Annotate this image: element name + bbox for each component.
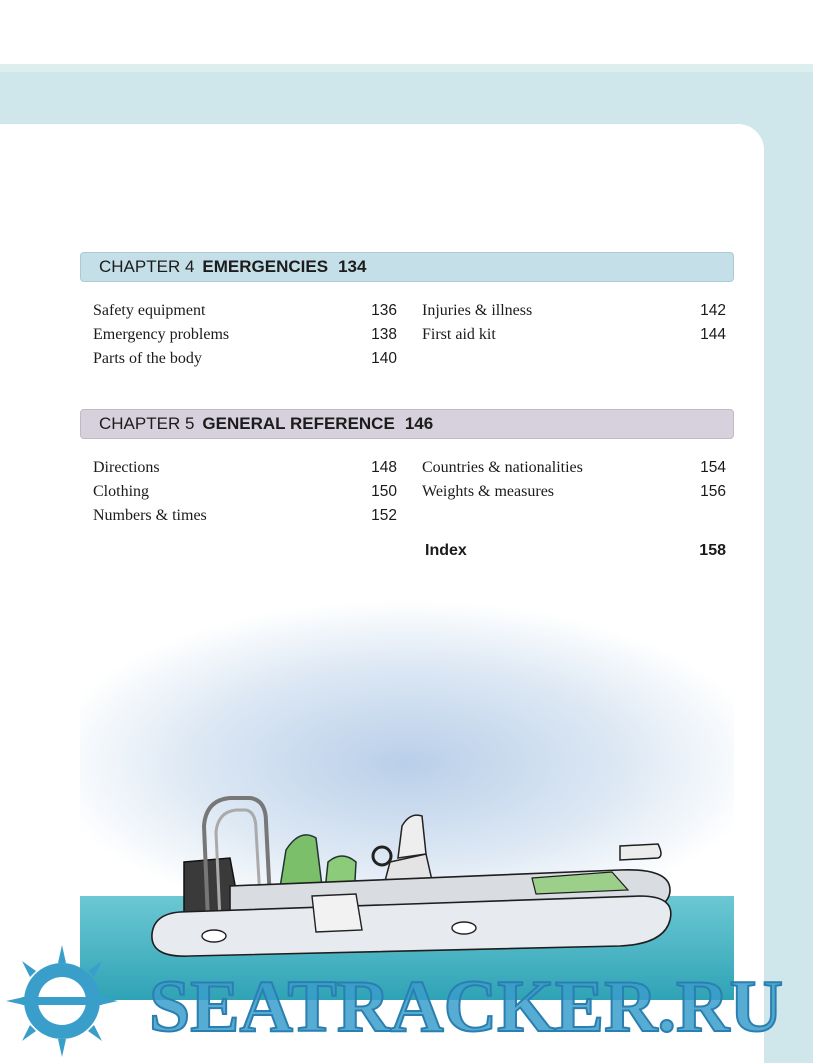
chapter-4-header [80, 252, 734, 282]
entry-page: 138 [371, 326, 397, 343]
chapter-label: CHAPTER 4 [99, 257, 195, 276]
toc-entry[interactable] [93, 323, 397, 347]
entry-page: 152 [371, 507, 397, 524]
entry-title: Countries & nationalities [422, 459, 583, 476]
toc-entry[interactable] [422, 299, 726, 323]
chapter-title: GENERAL REFERENCE [202, 414, 395, 433]
index-entry[interactable] [425, 542, 726, 560]
toc-entry[interactable] [93, 456, 397, 480]
chapter-page: 146 [404, 414, 434, 433]
toc-entry[interactable] [93, 480, 397, 504]
toc-entry[interactable] [93, 347, 397, 371]
entry-title: Weights & measures [422, 483, 555, 500]
chapter-5-left-list [93, 456, 397, 528]
entry-page: 150 [371, 483, 397, 500]
top-margin [0, 0, 813, 64]
entry-title: Directions [93, 459, 160, 476]
toc-entry[interactable] [93, 504, 397, 528]
toc-entry[interactable] [422, 456, 726, 480]
entry-title: Clothing [93, 483, 150, 500]
chapter-4-left-list [93, 299, 397, 371]
entry-title: Numbers & times [93, 507, 207, 524]
entry-page: 144 [700, 326, 726, 343]
chapter-label: CHAPTER 5 [99, 414, 195, 433]
entry-page: 140 [371, 350, 397, 367]
toc-entry[interactable] [422, 480, 726, 504]
toc-entry[interactable] [93, 299, 397, 323]
toc-entry[interactable] [422, 323, 726, 347]
chapter-5-header [80, 409, 734, 439]
chapter-4-right-list [422, 299, 726, 347]
entry-page: 136 [371, 302, 397, 319]
entry-page: 156 [700, 483, 726, 500]
entry-title: First aid kit [422, 326, 496, 343]
entry-title: Emergency problems [93, 326, 230, 343]
watermark [0, 935, 813, 1063]
entry-page: 154 [700, 459, 726, 476]
chapter-5-right-list [422, 456, 726, 504]
entry-page: 142 [700, 302, 726, 319]
entry-title: Injuries & illness [422, 302, 533, 319]
watermark-text: SEATRACKER.RU [149, 966, 783, 1048]
index-page: 158 [699, 542, 726, 559]
sun-wave-logo-icon [6, 945, 118, 1057]
entry-title: Parts of the body [93, 350, 202, 367]
index-label: Index [425, 542, 467, 559]
entry-page: 148 [371, 459, 397, 476]
entry-title: Safety equipment [93, 302, 206, 319]
chapter-page: 134 [338, 257, 367, 276]
chapter-title: EMERGENCIES [202, 257, 329, 276]
